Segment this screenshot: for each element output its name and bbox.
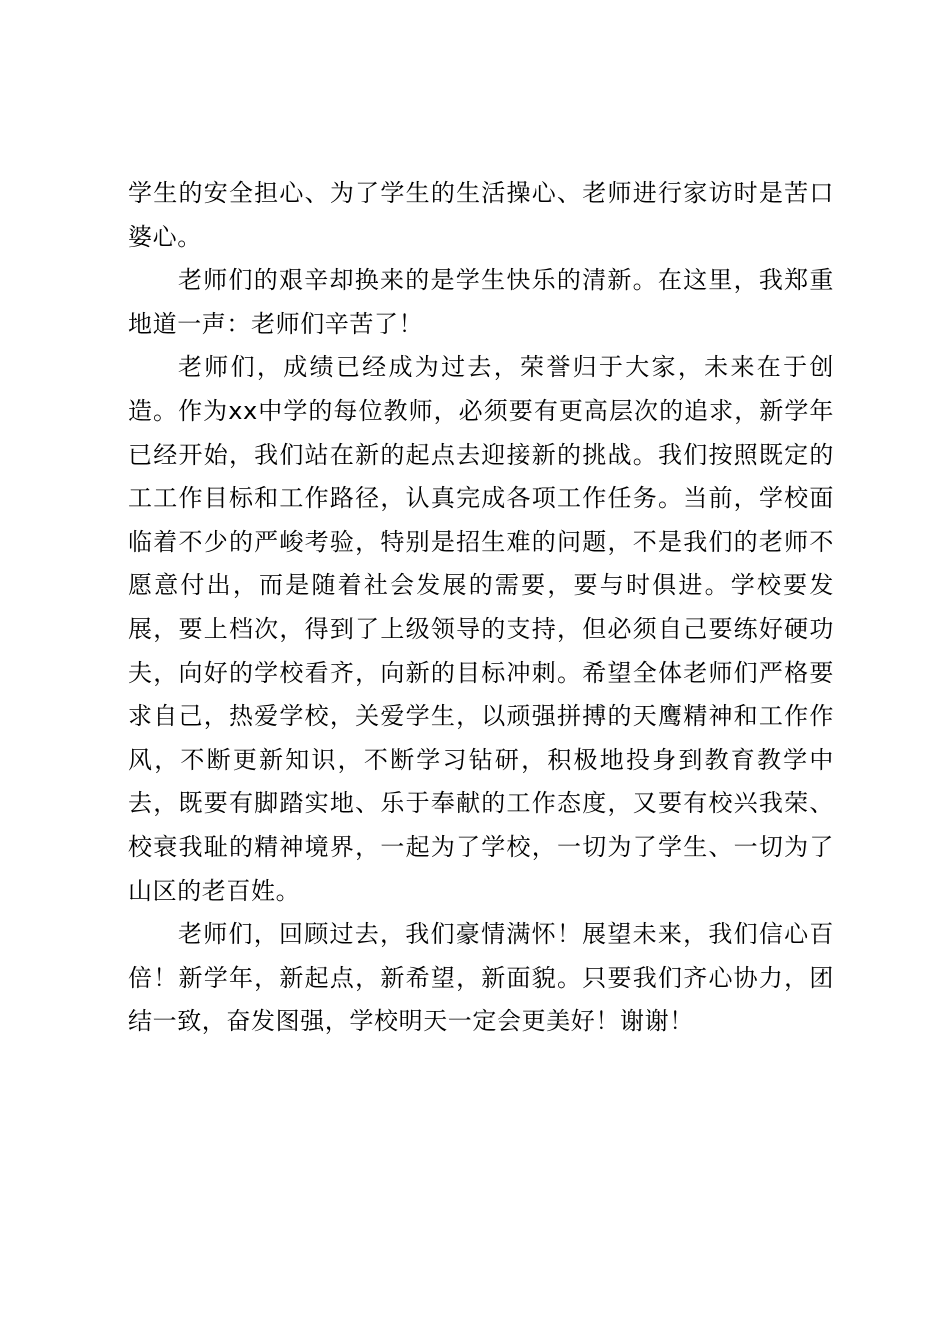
paragraph-3: 老师们，成绩已经成为过去，荣誉归于大家，未来在于创造。作为xx中学的每位教师，必须要有更高层次的追求，新学年已经开始，我们站在新的起点去迎接新的挑战。我们按照既定的工工作目标和工作路径，认真完成各项工作任务。当前，学校面临着不少的严峻考验，特别是招生难的问题，不是我们的老师不愿意付出，而是随着社会发展的需要，要与时俱进。学校要发展，要上档次，得到了上级领导的支持，但必须自己要练好硬功夫，向好的学校看齐，向新的目标冲刺。希望全体老师们严格要求自己，热爱学校，关爱学生，以顽强拼搏的天鹰精神和工作作风，不断更新知识，不断学习钻研，积极地投身到教育教学中去，既要有脚踏实地、乐于奉献的工作态度，又要有校兴我荣、校衰我耻的精神境界，一起为了学校，一切为了学生、一切为了山区的老百姓。 [128,353,834,905]
document-page [128,172,834,1044]
paragraph-4: 老师们，回顾过去，我们豪情满怀！展望未来，我们信心百倍！新学年，新起点，新希望，新面貌。只要我们齐心协力，团结一致，奋发图强，学校明天一定会更美好！谢谢！ [128,920,834,1036]
paragraph-2: 老师们的艰辛却换来的是学生快乐的清新。在这里，我郑重地道一声：老师们辛苦了！ [128,266,834,338]
paragraph-1: 学生的安全担心、为了学生的生活操心、老师进行家访时是苦口婆心。 [128,179,834,251]
